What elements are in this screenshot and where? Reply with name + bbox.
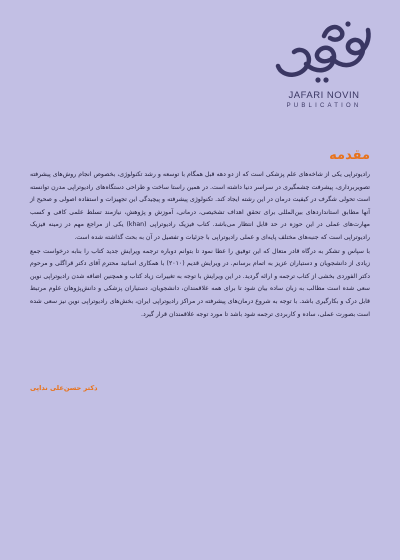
publisher-name: JAFARI NOVIN (288, 90, 360, 101)
jafari-novin-logo-icon (272, 14, 376, 88)
preface-body (30, 169, 370, 321)
publisher-logo (266, 14, 382, 132)
author-signature: دکتر حسن‌علی نداپی (30, 384, 98, 392)
preface-paragraph-1: رادیوتراپی یکی از شاخه‌های علم پزشکی است که از دو دهه قبل همگام با توسعه و رشد تکنولوژی، بخصوص انجام روش‌های پیشرفته تصویربرداری، پیشرفت چشمگیری در سراسر دنیا داشته است. در همین راستا ساخت و طراحی دستگاه‌های رادیوتراپی مدرن توانسته است تحولی شگرف در کیفیت درمان در این رشته ایجاد کند. تکنولوژی پیشرفته و پیچیدگی این تجهیزات و استفاده اصولی و صحیح از آنها مطابق استانداردهای بین‌المللی برای تحقق اهداف تشخیصی، درمانی، آموزش و پژوهش، نیازمند تسلط علمی کافی و کسب مهارت‌های عملی در این حوزه در حد قابل انتظار می‌باشد. کتاب فیزیک رادیوتراپی (khan) یکی از مراجع مهم در زمینه فیزیک رادیوتراپی است که جنبه‌های مختلف پایه‌ای و عملی رادیوتراپی با جزئیات و تفصیل در آن به بحث گذاشته شده است. (30, 171, 370, 241)
publisher-subtitle: PUBLICATION (286, 103, 362, 109)
preface-paragraph-2: با سپاس و تشکر به درگاه قادر متعال که این توفیق را عطا نمود تا بتوانم دوباره ترجمه ویرایش جدید کتاب را بنابه درخواست جمع زیادی از دانشجویان و دستیاران عزیز به اتمام برسانم. در ویرایش قدیم (۲۰۱۰) با همکاری اساتید محترم آقای دکتر قراگلی و مرحوم دکتر الفوردی بخشی از کتاب ترجمه و ارائه گردید. در این ویرایش با توجه به تغییرات زیاد کتاب و همچنین اضافه شدن رادیوتراپی نوین سعی شده است مطالب به زبان ساده بیان شود تا برای همه علاقمندان، دانشجویان، دستیاران پزشکی و دانش‌پژوهان علوم مرتبط قابل درک و بکارگیری باشد. با توجه به شروع درمان‌های پیشرفته در مراکز رادیوتراپی ایران، بخش‌های رادیوتراپی نوین نیز سعی شده است بصورت عملی، ساده و کاربردی ترجمه شود باشد تا مورد توجه علاقمندان قرار گیرد. (30, 247, 370, 318)
section-heading: مقدمه (329, 148, 370, 163)
